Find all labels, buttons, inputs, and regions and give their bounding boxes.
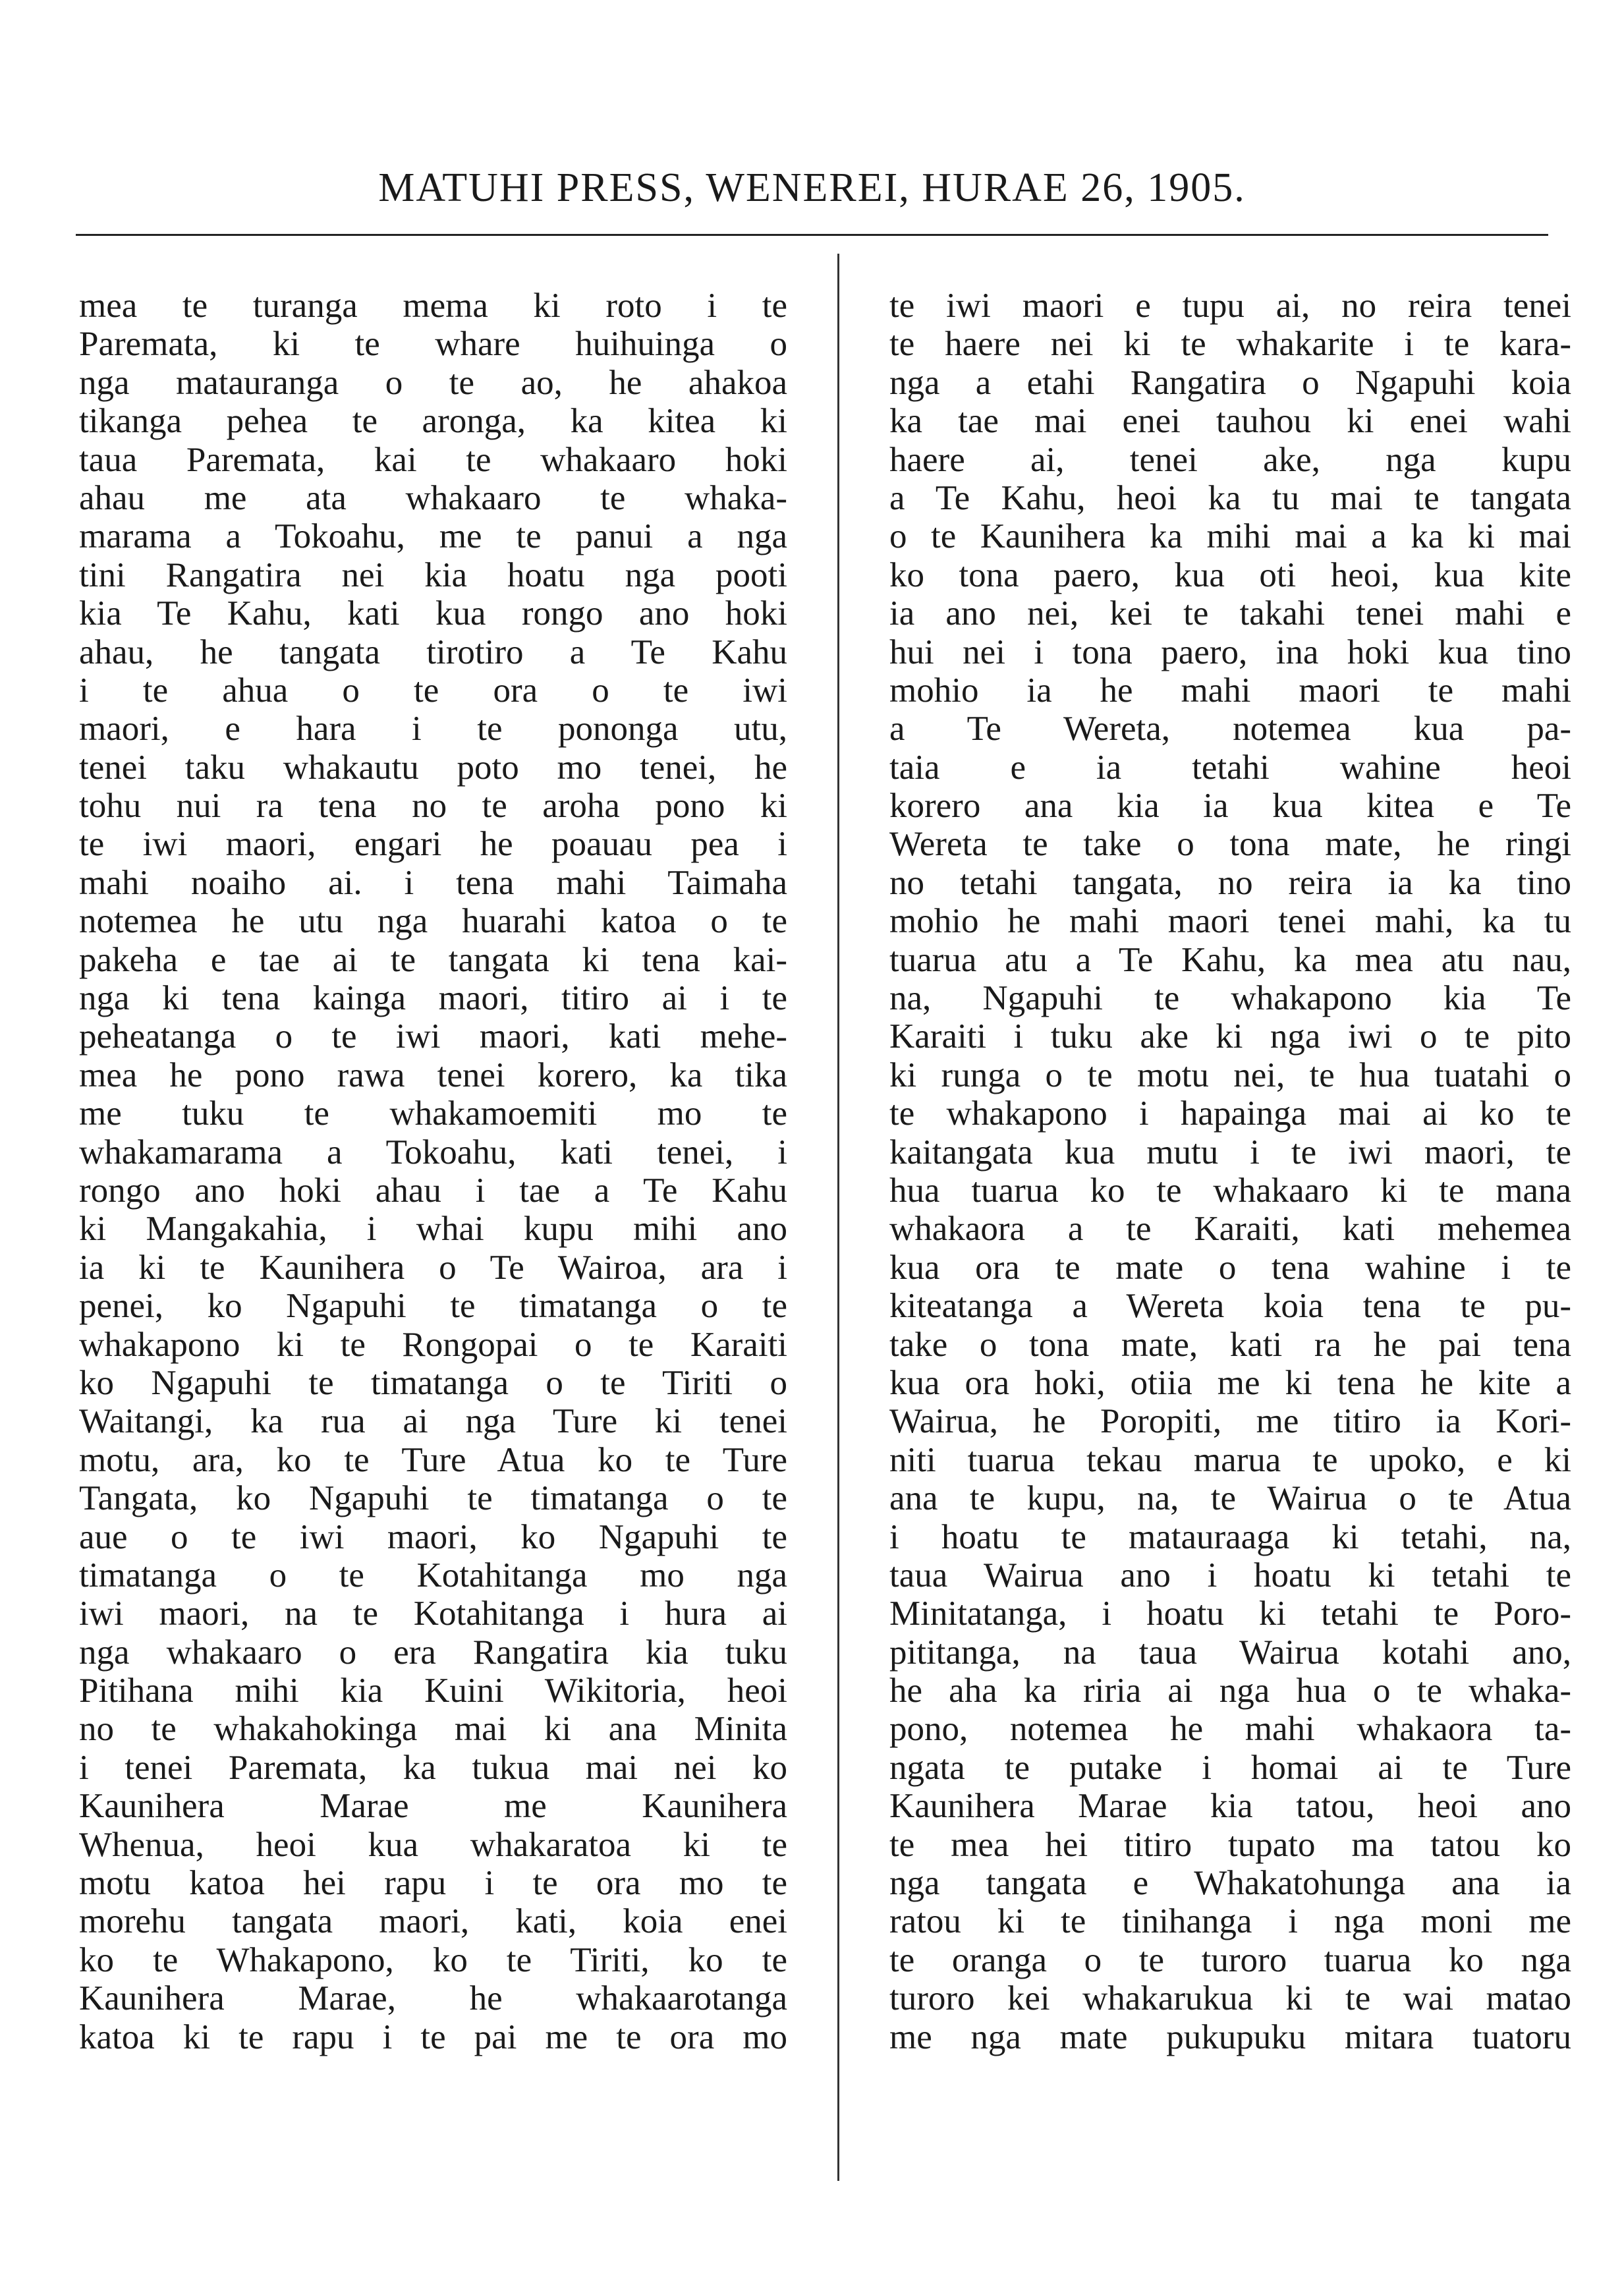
text-line: a Te Wereta, notemea kua pa- (889, 710, 1571, 748)
text-line: Kaunihera Marae kia tatou, heoi ano (889, 1787, 1571, 1826)
text-line: timatanga o te Kotahitanga mo nga (79, 1556, 787, 1594)
text-line: i te ahua o te ora o te iwi (79, 671, 787, 710)
text-line: no te whakahokinga mai ki ana Minita (79, 1710, 787, 1749)
text-line: motu, ara, ko te Ture Atua ko te Ture (79, 1440, 787, 1479)
text-line: Karaiti i tuku ake ki nga iwi o te pito (889, 1017, 1571, 1056)
text-line: nga whakaaro o era Rangatira kia tuku (79, 1633, 787, 1672)
header-rule (76, 234, 1548, 236)
text-line: Tangata, ko Ngapuhi te timatanga o te (79, 1479, 787, 1518)
text-line: peheatanga o te iwi maori, kati mehe- (79, 1017, 787, 1056)
text-line: hua tuarua ko te whakaaro ki te mana (889, 1171, 1571, 1210)
text-line: kua ora hoki, otiia me ki tena he kite a (889, 1363, 1571, 1402)
text-line: me nga mate pukupuku mitara tuatoru (889, 2017, 1571, 2056)
page-header: MATUHI PRESS, WENEREI, HURAE 26, 1905. (378, 165, 1246, 210)
text-line: penei, ko Ngapuhi te timatanga o te (79, 1287, 787, 1326)
text-line: ko Ngapuhi te timatanga o te Tiriti o (79, 1363, 787, 1402)
text-line: Kaunihera Marae me Kaunihera (79, 1787, 787, 1826)
text-line: iwi maori, na te Kotahitanga i hura ai (79, 1594, 787, 1633)
text-line: whakamarama a Tokoahu, kati tenei, i (79, 1133, 787, 1171)
text-line: notemea he utu nga huarahi katoa o te (79, 902, 787, 941)
text-line: ko te Whakapono, ko te Tiriti, ko te (79, 1940, 787, 1979)
text-line: taua Paremata, kai te whakaaro hoki (79, 440, 787, 479)
text-line: ratou ki te tinihanga i nga moni me (889, 1902, 1571, 1941)
text-line: me tuku te whakamoemiti mo te (79, 1094, 787, 1133)
text-line: ahau me ata whakaaro te whaka- (79, 478, 787, 517)
text-line: ka tae mai enei tauhou ki enei wahi (889, 402, 1571, 441)
text-line: ki runga o te motu nei, te hua tuatahi o (889, 1056, 1571, 1094)
text-line: marama a Tokoahu, me te panui a nga (79, 517, 787, 556)
text-line: taia e ia tetahi wahine heoi (889, 748, 1571, 787)
text-line: nga ki tena kainga maori, titiro ai i te (79, 979, 787, 1018)
text-line: tenei taku whakautu poto mo tenei, he (79, 748, 787, 787)
text-line: tohu nui ra tena no te aroha pono ki (79, 787, 787, 826)
text-line: he aha ka riria ai nga hua o te whaka- (889, 1672, 1571, 1710)
text-line: Whenua, heoi kua whakaratoa ki te (79, 1825, 787, 1864)
text-line: ahau, he tangata tirotiro a Te Kahu (79, 633, 787, 671)
text-line: Minitatanga, i hoatu ki tetahi te Poro- (889, 1594, 1571, 1633)
text-line: nga a etahi Rangatira o Ngapuhi koia (889, 363, 1571, 402)
text-line: tini Rangatira nei kia hoatu nga pooti (79, 555, 787, 594)
column-divider (837, 254, 839, 2181)
text-line: a Te Kahu, heoi ka tu mai te tangata (889, 478, 1571, 517)
text-line: maori, e hara i te pononga utu, (79, 710, 787, 748)
text-line: ko tona paero, kua oti heoi, kua kite (889, 555, 1571, 594)
right-column (889, 287, 1571, 2056)
text-line: Waitangi, ka rua ai nga Ture ki tenei (79, 1402, 787, 1441)
text-line: te mea hei titiro tupato ma tatou ko (889, 1825, 1571, 1864)
text-line: mahi noaiho ai. i tena mahi Taimaha (79, 863, 787, 902)
text-line: ana te kupu, na, te Wairua o te Atua (889, 1479, 1571, 1518)
text-line: i hoatu te matauraaga ki tetahi, na, (889, 1517, 1571, 1556)
text-line: Pitihana mihi kia Kuini Wikitoria, heoi (79, 1672, 787, 1710)
text-line: katoa ki te rapu i te pai me te ora mo (79, 2017, 787, 2056)
text-line: kiteatanga a Wereta koia tena te pu- (889, 1287, 1571, 1326)
text-line: tikanga pehea te aronga, ka kitea ki (79, 402, 787, 441)
text-line: ki Mangakahia, i whai kupu mihi ano (79, 1210, 787, 1249)
text-line: whakapono ki te Rongopai o te Karaiti (79, 1325, 787, 1364)
text-line: Wereta te take o tona mate, he ringi (889, 825, 1571, 864)
text-line: turoro kei whakarukua ki te wai matao (889, 1979, 1571, 2018)
text-line: mohio he mahi maori tenei mahi, ka tu (889, 902, 1571, 941)
text-line: ia ano nei, kei te takahi tenei mahi e (889, 594, 1571, 633)
text-line: o te Kaunihera ka mihi mai a ka ki mai (889, 517, 1571, 556)
text-line: pono, notemea he mahi whakaora ta- (889, 1710, 1571, 1749)
text-line: haere ai, tenei ake, nga kupu (889, 440, 1571, 479)
text-line: mea he pono rawa tenei korero, ka tika (79, 1056, 787, 1094)
text-line: motu katoa hei rapu i te ora mo te (79, 1864, 787, 1903)
text-line: morehu tangata maori, kati, koia enei (79, 1902, 787, 1941)
text-line: ngata te putake i homai ai te Ture (889, 1748, 1571, 1787)
text-line: Wairua, he Poropiti, me titiro ia Kori- (889, 1402, 1571, 1441)
text-line: taua Wairua ano i hoatu ki tetahi te (889, 1556, 1571, 1594)
text-line: Paremata, ki te whare huihuinga o (79, 325, 787, 364)
text-line: korero ana kia ia kua kitea e Te (889, 787, 1571, 826)
text-line: nga tangata e Whakatohunga ana ia (889, 1864, 1571, 1903)
text-line: kua ora te mate o tena wahine i te (889, 1248, 1571, 1287)
text-line: take o tona mate, kati ra he pai tena (889, 1325, 1571, 1364)
text-line: aue o te iwi maori, ko Ngapuhi te (79, 1517, 787, 1556)
text-line: te iwi maori e tupu ai, no reira tenei (889, 287, 1571, 325)
text-line: ia ki te Kaunihera o Te Wairoa, ara i (79, 1248, 787, 1287)
text-line: whakaora a te Karaiti, kati mehemea (889, 1210, 1571, 1249)
text-line: nga matauranga o te ao, he ahakoa (79, 363, 787, 402)
text-line: Kaunihera Marae, he whakaarotanga (79, 1979, 787, 2018)
text-line: rongo ano hoki ahau i tae a Te Kahu (79, 1171, 787, 1210)
text-line: mohio ia he mahi maori te mahi (889, 671, 1571, 710)
text-line: pititanga, na taua Wairua kotahi ano, (889, 1633, 1571, 1672)
text-line: te oranga o te turoro tuarua ko nga (889, 1940, 1571, 1979)
text-line: te haere nei ki te whakarite i te kara- (889, 325, 1571, 364)
text-line: niti tuarua tekau marua te upoko, e ki (889, 1440, 1571, 1479)
text-line: tuarua atu a Te Kahu, ka mea atu nau, (889, 940, 1571, 979)
text-line: pakeha e tae ai te tangata ki tena kai- (79, 940, 787, 979)
text-line: te iwi maori, engari he poauau pea i (79, 825, 787, 864)
text-line: mea te turanga mema ki roto i te (79, 287, 787, 325)
text-line: te whakapono i hapainga mai ai ko te (889, 1094, 1571, 1133)
text-line: i tenei Paremata, ka tukua mai nei ko (79, 1748, 787, 1787)
text-line: hui nei i tona paero, ina hoki kua tino (889, 633, 1571, 671)
text-line: kia Te Kahu, kati kua rongo ano hoki (79, 594, 787, 633)
text-line: no tetahi tangata, no reira ia ka tino (889, 863, 1571, 902)
text-line: na, Ngapuhi te whakapono kia Te (889, 979, 1571, 1018)
left-column (79, 287, 787, 2056)
text-line: kaitangata kua mutu i te iwi maori, te (889, 1133, 1571, 1171)
